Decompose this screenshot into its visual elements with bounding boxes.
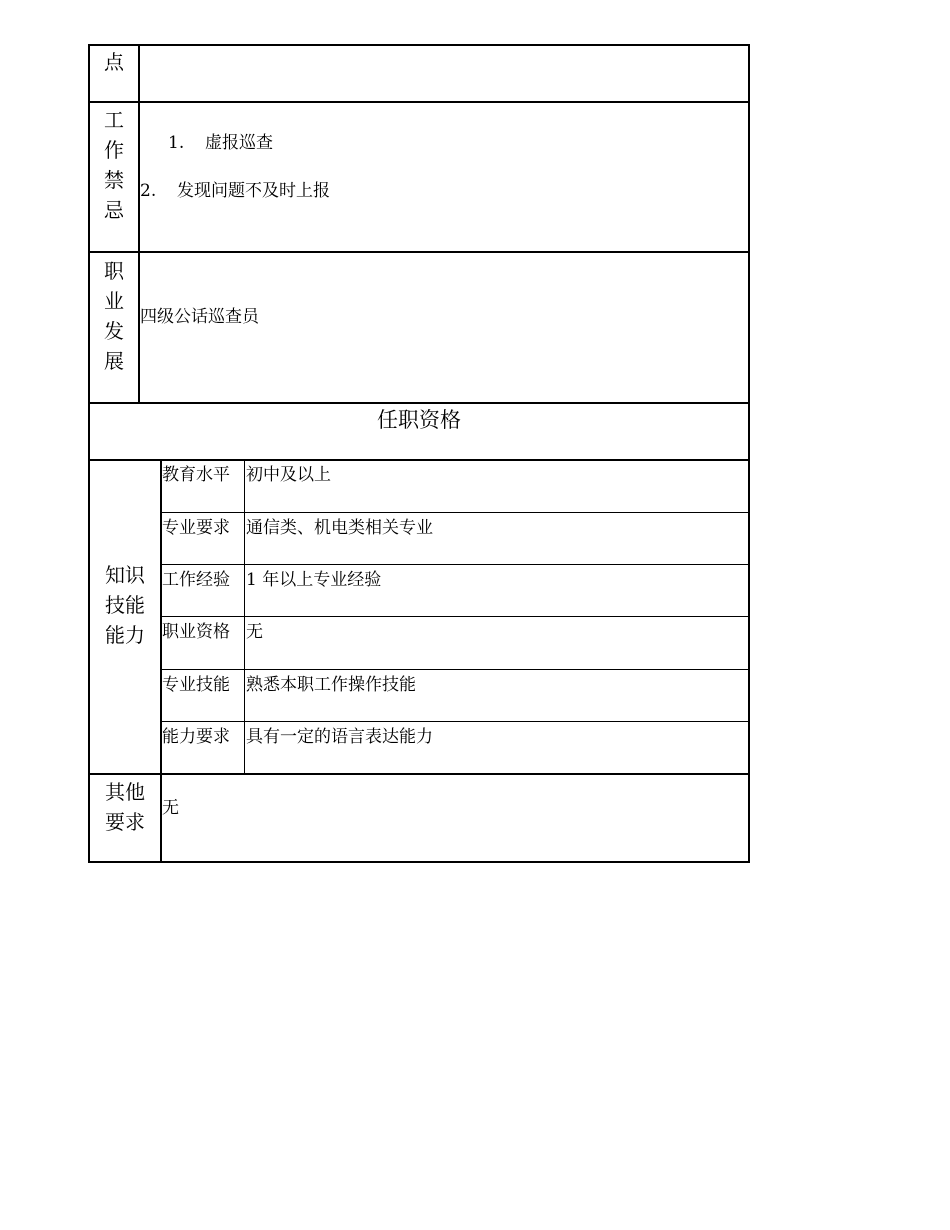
row-divider xyxy=(88,459,750,461)
experience-value: 1 年以上专业经验 xyxy=(246,570,382,590)
label-column-divider xyxy=(138,44,140,403)
prohibition-item-1-number: 1. xyxy=(168,133,185,153)
major-value: 通信类、机电类相关专业 xyxy=(246,518,433,538)
table-border-top xyxy=(88,44,750,46)
qual-row-divider xyxy=(160,564,749,565)
professional-skills-value: 熟悉本职工作操作技能 xyxy=(246,675,416,695)
professional-skills-label: 专业技能 xyxy=(162,675,230,695)
career-label: 职 业 发 展 xyxy=(104,259,124,373)
ability-value: 具有一定的语言表达能力 xyxy=(246,727,433,747)
prohibition-item-2-text: 发现问题不及时上报 xyxy=(177,181,330,201)
prohibition-item-1-text: 虚报巡查 xyxy=(205,133,273,153)
experience-label: 工作经验 xyxy=(162,570,230,590)
prohibition-item-2-number: 2. xyxy=(140,181,157,201)
row-divider xyxy=(88,402,750,404)
other-requirements-value: 无 xyxy=(162,798,179,818)
education-value: 初中及以上 xyxy=(246,465,331,485)
qualifications-title: 任职资格 xyxy=(377,408,461,432)
qual-row-divider xyxy=(160,512,749,513)
qual-row-divider xyxy=(160,616,749,617)
row-divider xyxy=(88,773,750,775)
education-label: 教育水平 xyxy=(162,465,230,485)
row-divider xyxy=(88,251,750,253)
certification-value: 无 xyxy=(246,622,263,642)
knowledge-skills-label: 知识 技能 能力 xyxy=(105,563,145,647)
qual-row-divider xyxy=(160,721,749,722)
table-border-right xyxy=(748,44,750,863)
qual-row-divider xyxy=(160,669,749,670)
certification-label: 职业资格 xyxy=(162,622,230,642)
major-label: 专业要求 xyxy=(162,518,230,538)
point-row-label: 点 xyxy=(104,50,124,74)
other-requirements-label: 其他 要求 xyxy=(105,780,145,834)
ability-label: 能力要求 xyxy=(162,727,230,747)
career-path-text: 四级公话巡查员 xyxy=(140,307,259,327)
table-border-bottom xyxy=(88,861,750,863)
prohibitions-label: 工 作 禁 忌 xyxy=(104,108,124,222)
row-divider xyxy=(88,101,750,103)
